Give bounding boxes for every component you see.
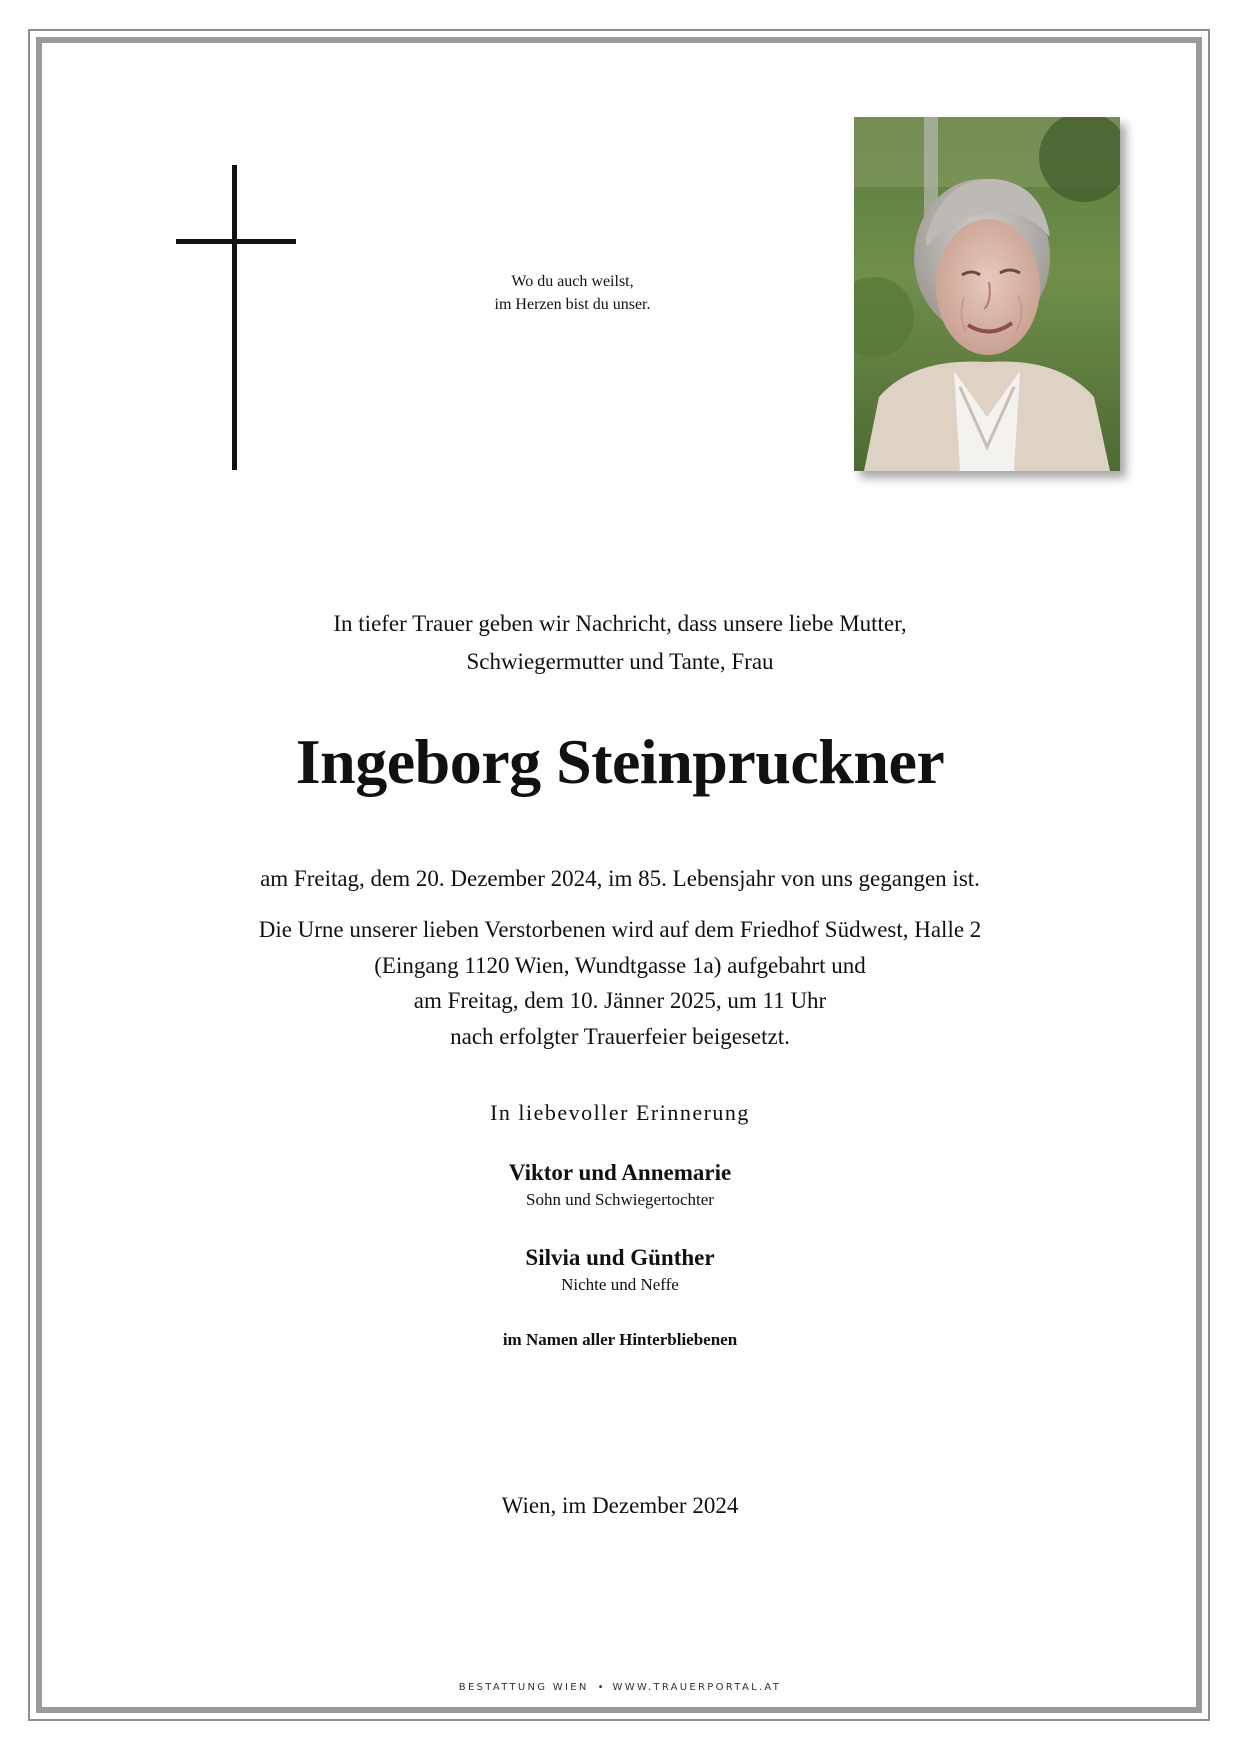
mourner-names: Silvia und Günther [525,1245,715,1270]
cross-icon [176,165,296,470]
footer-website: WWW.TRAUERPORTAL.AT [612,1682,782,1693]
burial-line-3: am Freitag, dem 10. Jänner 2025, um 11 Uhr [413,988,827,1013]
intro-line-2: Schwiegermutter und Tante, Frau [466,649,774,674]
cross-horizontal-bar [176,239,296,244]
burial-line-4: nach erfolgter Trauerfeier beigesetzt. [450,1023,790,1049]
motto [430,270,715,316]
deceased-name: Ingeborg Steinpruckner [295,726,945,797]
motto-line-1: Wo du auch weilst, [511,273,634,290]
place-date: Wien, im Dezember 2024 [501,1493,739,1518]
footer [80,1681,1160,1695]
intro-line-1: In tiefer Trauer geben wir Nachricht, dass unsere liebe Mutter, [333,611,907,636]
all-bereaved-line: im Namen aller Hinterbliebenen [502,1330,738,1349]
mourner-relation: Sohn und Schwiegertochter [526,1190,714,1209]
motto-line-2: im Herzen bist du unser. [494,296,651,313]
footer-separator: • [597,1682,604,1693]
portrait-illustration [854,117,1120,471]
burial-line-1: Die Urne unserer lieben Verstorbenen wird auf dem Friedhof Südwest, Halle 2 [258,917,982,942]
death-date-line: am Freitag, dem 20. Dezember 2024, im 85. Lebensjahr von uns gegangen ist. [260,866,980,891]
footer-company: BESTATTUNG WIEN [458,1682,589,1693]
portrait-photo [854,117,1120,471]
remembrance-heading: In liebevoller Erinnerung [490,1100,750,1125]
cross-vertical-bar [232,165,237,470]
burial-details [80,912,1160,1054]
announcement-intro [80,605,1160,681]
mourner-relation: Nichte und Neffe [561,1275,679,1294]
burial-line-2: (Eingang 1120 Wien, Wundtgasse 1a) aufgebahrt und [374,952,866,978]
mourner-names: Viktor und Annemarie [508,1160,732,1185]
